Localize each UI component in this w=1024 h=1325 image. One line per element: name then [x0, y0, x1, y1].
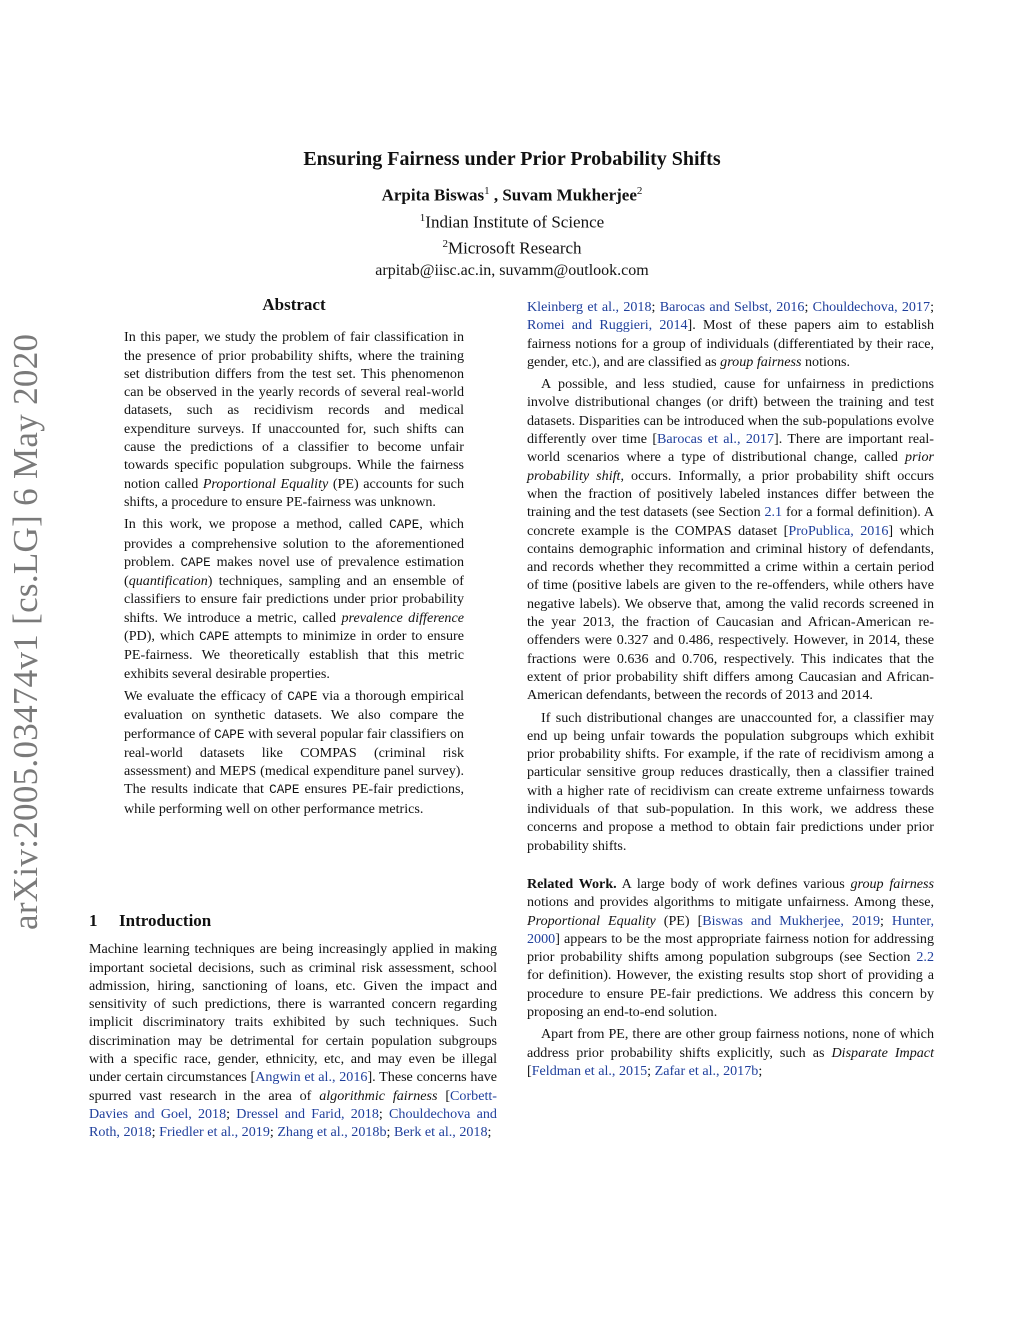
emphasis: algorithmic fairness	[319, 1087, 438, 1104]
section-heading	[89, 912, 497, 930]
emphasis: Disparate Impact	[831, 1044, 934, 1061]
author-emails: arpitab@iisc.ac.in, suvamm@outlook.com	[375, 261, 649, 279]
author-separator: ,	[489, 185, 503, 205]
text: notions and provides algorithms to mitigate unfairness. Among these,	[527, 894, 934, 911]
text: ;	[269, 1124, 278, 1141]
text: attempts to minimize in order to ensure PE-fairness. We theoretically establish that this metric exhibits several desirable properties.	[124, 628, 464, 682]
paper-header	[0, 146, 1024, 281]
abstract-section	[124, 296, 464, 822]
text: ensures PE-fair predictions, while performing well on other performance metrics.	[124, 781, 465, 817]
text: ;	[151, 1124, 160, 1141]
text: (PE) accounts for such shifts, a procedure to ensure PE-fairness was unknown.	[124, 475, 464, 510]
section-number: 1	[89, 911, 98, 930]
text: (PD), which	[124, 628, 200, 645]
method-name: CAPE	[214, 727, 245, 742]
text: , which provides a comprehensive solution to the aforementioned problem.	[124, 516, 464, 570]
text: ] appears to be the most appropriate fairness notion for addressing prior probability shifts among population subgroups (see Section	[527, 930, 934, 966]
author-line	[0, 180, 1024, 207]
emphasis: quantification	[128, 573, 208, 590]
method-name: CAPE	[269, 783, 300, 798]
text: via a thorough empirical evaluation on synthetic datasets. We also compare the performance of	[124, 687, 464, 742]
citation-link[interactable]: Romei and Ruggieri, 2014	[527, 317, 688, 334]
affil-mark: 1	[419, 211, 426, 224]
text: ;	[804, 299, 813, 315]
abstract-heading: Abstract	[262, 295, 326, 314]
text: A large body of work defines various	[616, 875, 851, 892]
citation-link[interactable]: Chouldechova and Roth, 2018	[89, 1105, 497, 1141]
text: makes novel use of prevalence estimation (	[124, 553, 464, 590]
text: ]. There are important real-world scenarios where a type of distributional change, called	[527, 431, 934, 466]
emphasis: Proportional Equality	[527, 912, 656, 929]
citation-link[interactable]: ProPublica, 2016	[788, 522, 889, 539]
citation-link[interactable]: Barocas and Selbst, 2016	[659, 299, 805, 315]
author-name: Arpita Biswas	[381, 185, 485, 205]
citation-link[interactable]: Hunter, 2000	[527, 912, 935, 947]
emphasis: group fairness	[720, 353, 802, 370]
author-affil-mark: 2	[636, 185, 643, 197]
text: , occurs. Informally, a prior probability shift occurs when the fraction of positively labeled instances differ between the training and the test datasets (see Section	[527, 467, 934, 521]
text: [	[527, 1062, 532, 1079]
citation-link[interactable]: Barocas et al., 2017	[657, 431, 775, 448]
emphasis: prevalence difference	[341, 609, 464, 626]
paper-title: Ensuring Fairness under Prior Probability Shifts	[303, 148, 721, 170]
section-ref-link[interactable]: 2.2	[916, 949, 934, 966]
text: for definition). However, the existing results stop short of providing a procedure to ensure PE-fair predictions. We address this concern by proposing an end-to-end solution.	[527, 967, 934, 1020]
citation-link[interactable]: Corbett-Davies and Goel, 2018	[89, 1087, 497, 1122]
method-name: CAPE	[199, 630, 230, 645]
body-paragraph	[527, 375, 934, 704]
text: Machine learning techniques are being increasingly applied in making important societal decisions, such as criminal risk assessment, school admission, hiring, sanctioning of loans, etc. Given the impact and sensitivity of such predictions, there is warranted concern regarding implicit discriminatory traits exhibited by such techniques. Such discrimination may be detrimental for certain population subgroups with a specific race, gender, ethnicity, etc, and may even be illegal under certain circumstances [	[89, 941, 497, 1086]
citation-link[interactable]: Zafar et al., 2017b	[654, 1062, 759, 1079]
author-name: Suvam Mukherjee	[502, 185, 637, 205]
text: ;	[651, 299, 660, 315]
paragraph-gap	[527, 859, 934, 875]
introduction-section	[89, 912, 497, 1146]
citation-link[interactable]: Zhang et al., 2018b	[277, 1124, 387, 1141]
text: notions.	[801, 353, 851, 370]
affil-name: Indian Institute of Science	[425, 212, 605, 232]
intro-paragraph	[89, 940, 497, 1141]
affil-name: Microsoft Research	[447, 238, 582, 258]
abstract-paragraph	[124, 515, 464, 683]
text: ;	[880, 912, 892, 929]
text: ;	[487, 1124, 492, 1141]
method-name: CAPE	[180, 555, 211, 570]
citation-link[interactable]: Kleinberg et al., 2018	[527, 299, 652, 315]
citation-link[interactable]: Feldman et al., 2015	[531, 1062, 648, 1079]
text: ;	[378, 1105, 390, 1122]
text: ;	[647, 1062, 655, 1079]
text: A possible, and less studied, cause for unfairness in predictions involve distributional changes (or drift) between the training and test datasets. Disparities can be introduced when the sub-populations evolve differently over time [	[527, 376, 934, 448]
text: ;	[930, 299, 934, 315]
abstract-paragraph	[124, 687, 464, 818]
text: ;	[226, 1105, 237, 1122]
text: (PE) [	[655, 912, 703, 929]
citation-link[interactable]: Angwin et al., 2016	[255, 1069, 368, 1086]
text: We evaluate the efficacy of	[124, 687, 288, 704]
affiliation	[0, 233, 1024, 260]
paragraph-heading: Related Work.	[527, 875, 617, 892]
author-affil-mark: 1	[484, 185, 490, 197]
citation-link[interactable]: Friedler et al., 2019	[159, 1124, 270, 1141]
method-name: CAPE	[389, 518, 420, 533]
text: ]. These concerns have spurred vast research in the area of	[89, 1069, 498, 1104]
affiliation	[0, 207, 1024, 234]
related-work-paragraph	[527, 875, 934, 1021]
text: for a formal definition). A concrete example is the COMPAS dataset [	[527, 504, 934, 539]
body-paragraph: If such distributional changes are unaccounted for, a classifier may end up being unfair towards the population subgroups which exhibit prior probability shifts. For example, if the rate of recidivism among a particular sensitive group reduces drastically, then a classifier trained with a higher rate of recidivism can create extreme unfairness towards individuals of that sub-population. In this work, we address these concerns and propose a method to obtain fair predictions under prior probability shifts.	[527, 709, 934, 854]
section-title: Introduction	[119, 911, 212, 930]
method-name: CAPE	[287, 689, 318, 704]
emphasis: Proportional Equality	[202, 475, 329, 492]
citation-link[interactable]: Chouldechova, 2017	[812, 299, 931, 315]
citation-link[interactable]: Biswas and Mukherjee, 2019	[702, 912, 881, 929]
emphasis: group fairness	[850, 875, 935, 892]
text: [	[437, 1087, 451, 1104]
text: ]. Most of these papers aim to establish fairness notions for a group of individuals (differentiated by their race, gender, etc.), and are classified as	[527, 317, 934, 370]
text: ;	[758, 1062, 763, 1079]
arxiv-identifier: arXiv:2005.03474v1 [cs.LG] 6 May 2020	[6, 333, 45, 930]
text: ) techniques, sampling and an ensemble of classifiers to ensure fair predictions under prior probability shifts. We introduce a metric, called	[124, 573, 464, 626]
emphasis: prior probability shift	[527, 449, 934, 484]
body-paragraph	[527, 298, 934, 371]
text: In this work, we propose a method, called	[124, 516, 390, 533]
text: ] which contains demographic information and criminal history of defendants, and records whether they recommitted a crime within a certain period of time (positive labels are given to the re-offenders, while others have negative labels). We observe that, among the valid records screened in the year 2013, the fraction of Caucasian and African-American re-offenders were 0.327 and 0.486, respectively. However, in 2014, these fractions were 0.636 and 0.706, respectively. This indicates that the extent of prior probability shift differs among Caucasian and African-American defendants, between the records of 2013 and 2014.	[527, 522, 934, 704]
body-paragraph	[527, 1025, 934, 1080]
section-ref-link[interactable]: 2.1	[764, 504, 783, 521]
text: In this paper, we study the problem of fair classification in the presence of prior probability shifts, where the training set distribution differs from the test set. This phenomenon can be observed in the yearly records of several real-world datasets, such as recidivism records and medical expenditure surveys. If unaccounted for, such shifts can cause the predictions of a classifier to become unfair towards specific population subgroups. While the fairness notion called	[124, 329, 464, 492]
text: ;	[386, 1124, 394, 1141]
abstract-paragraph	[124, 328, 464, 511]
citation-link[interactable]: Dressel and Farid, 2018	[236, 1105, 379, 1122]
citation-link[interactable]: Berk et al., 2018	[393, 1124, 488, 1141]
right-column	[527, 298, 934, 1084]
text: Apart from PE, there are other group fairness notions, none of which address prior probability shifts explicitly, such as	[527, 1026, 934, 1061]
affil-mark: 2	[442, 238, 448, 251]
text: with several popular fair classifiers on real-world datasets like COMPAS (criminal risk assessment) and MEPS (medical expenditure panel survey). The results indicate that	[124, 725, 464, 798]
